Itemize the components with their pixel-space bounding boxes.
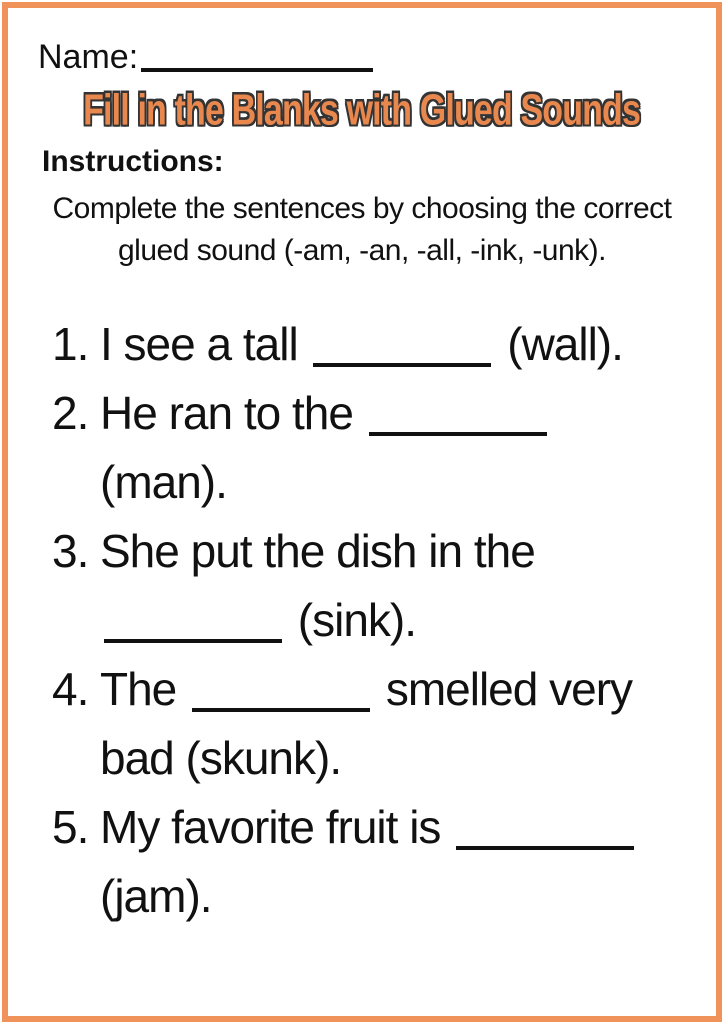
item-2-number: 2. (52, 386, 89, 439)
item-5-hint: (jam). (100, 869, 212, 922)
sentence-item-2 (52, 379, 716, 517)
name-label: Name: (38, 38, 139, 76)
item-4-text-mid: smelled very (385, 662, 633, 715)
sentence-item-4 (52, 655, 716, 793)
item-2-hint: (man). (100, 455, 227, 508)
answer-blank-3[interactable] (104, 611, 282, 643)
item-1-line-1 (100, 318, 623, 370)
item-4-hint: bad (skunk). (100, 731, 342, 784)
item-1-number: 1. (52, 317, 89, 370)
item-5-number: 5. (52, 800, 89, 853)
item-5-text-before: My favorite fruit is (100, 800, 441, 853)
worksheet-page (2, 2, 722, 1022)
item-4-text-before: The (100, 662, 177, 715)
answer-blank-1[interactable] (313, 335, 491, 367)
instructions-text: Complete the sentences by choosing the correct glued sound (-am, -an, -all, -ink, -unk). (52, 191, 672, 267)
sentence-list (8, 310, 716, 931)
item-2-text-before: He ran to the (100, 386, 353, 439)
sentence-item-5 (52, 793, 716, 931)
worksheet-title: Fill in the Blanks with Glued Sounds (83, 85, 641, 134)
item-3-line-2 (100, 594, 416, 646)
answer-blank-5[interactable] (456, 818, 634, 850)
instructions-heading: Instructions: (42, 144, 224, 178)
item-1-text-before: I see a tall (100, 317, 298, 370)
name-blank-line[interactable] (141, 38, 373, 72)
sentence-item-1 (52, 310, 716, 379)
item-3-line-1 (100, 525, 535, 577)
item-3-number: 3. (52, 524, 89, 577)
item-5-line-1 (100, 801, 638, 853)
item-1-hint: (wall). (507, 317, 623, 370)
item-4-number: 4. (52, 662, 89, 715)
item-2-line-1 (100, 387, 551, 439)
answer-blank-4[interactable] (192, 680, 370, 712)
answer-blank-2[interactable] (369, 404, 547, 436)
sentence-item-3 (52, 517, 716, 655)
title-wrap (8, 86, 716, 134)
item-3-hint: (sink). (297, 593, 417, 646)
item-3-text-before: She put the dish in the (100, 524, 535, 577)
item-4-line-1 (100, 663, 632, 715)
name-row (8, 8, 716, 78)
